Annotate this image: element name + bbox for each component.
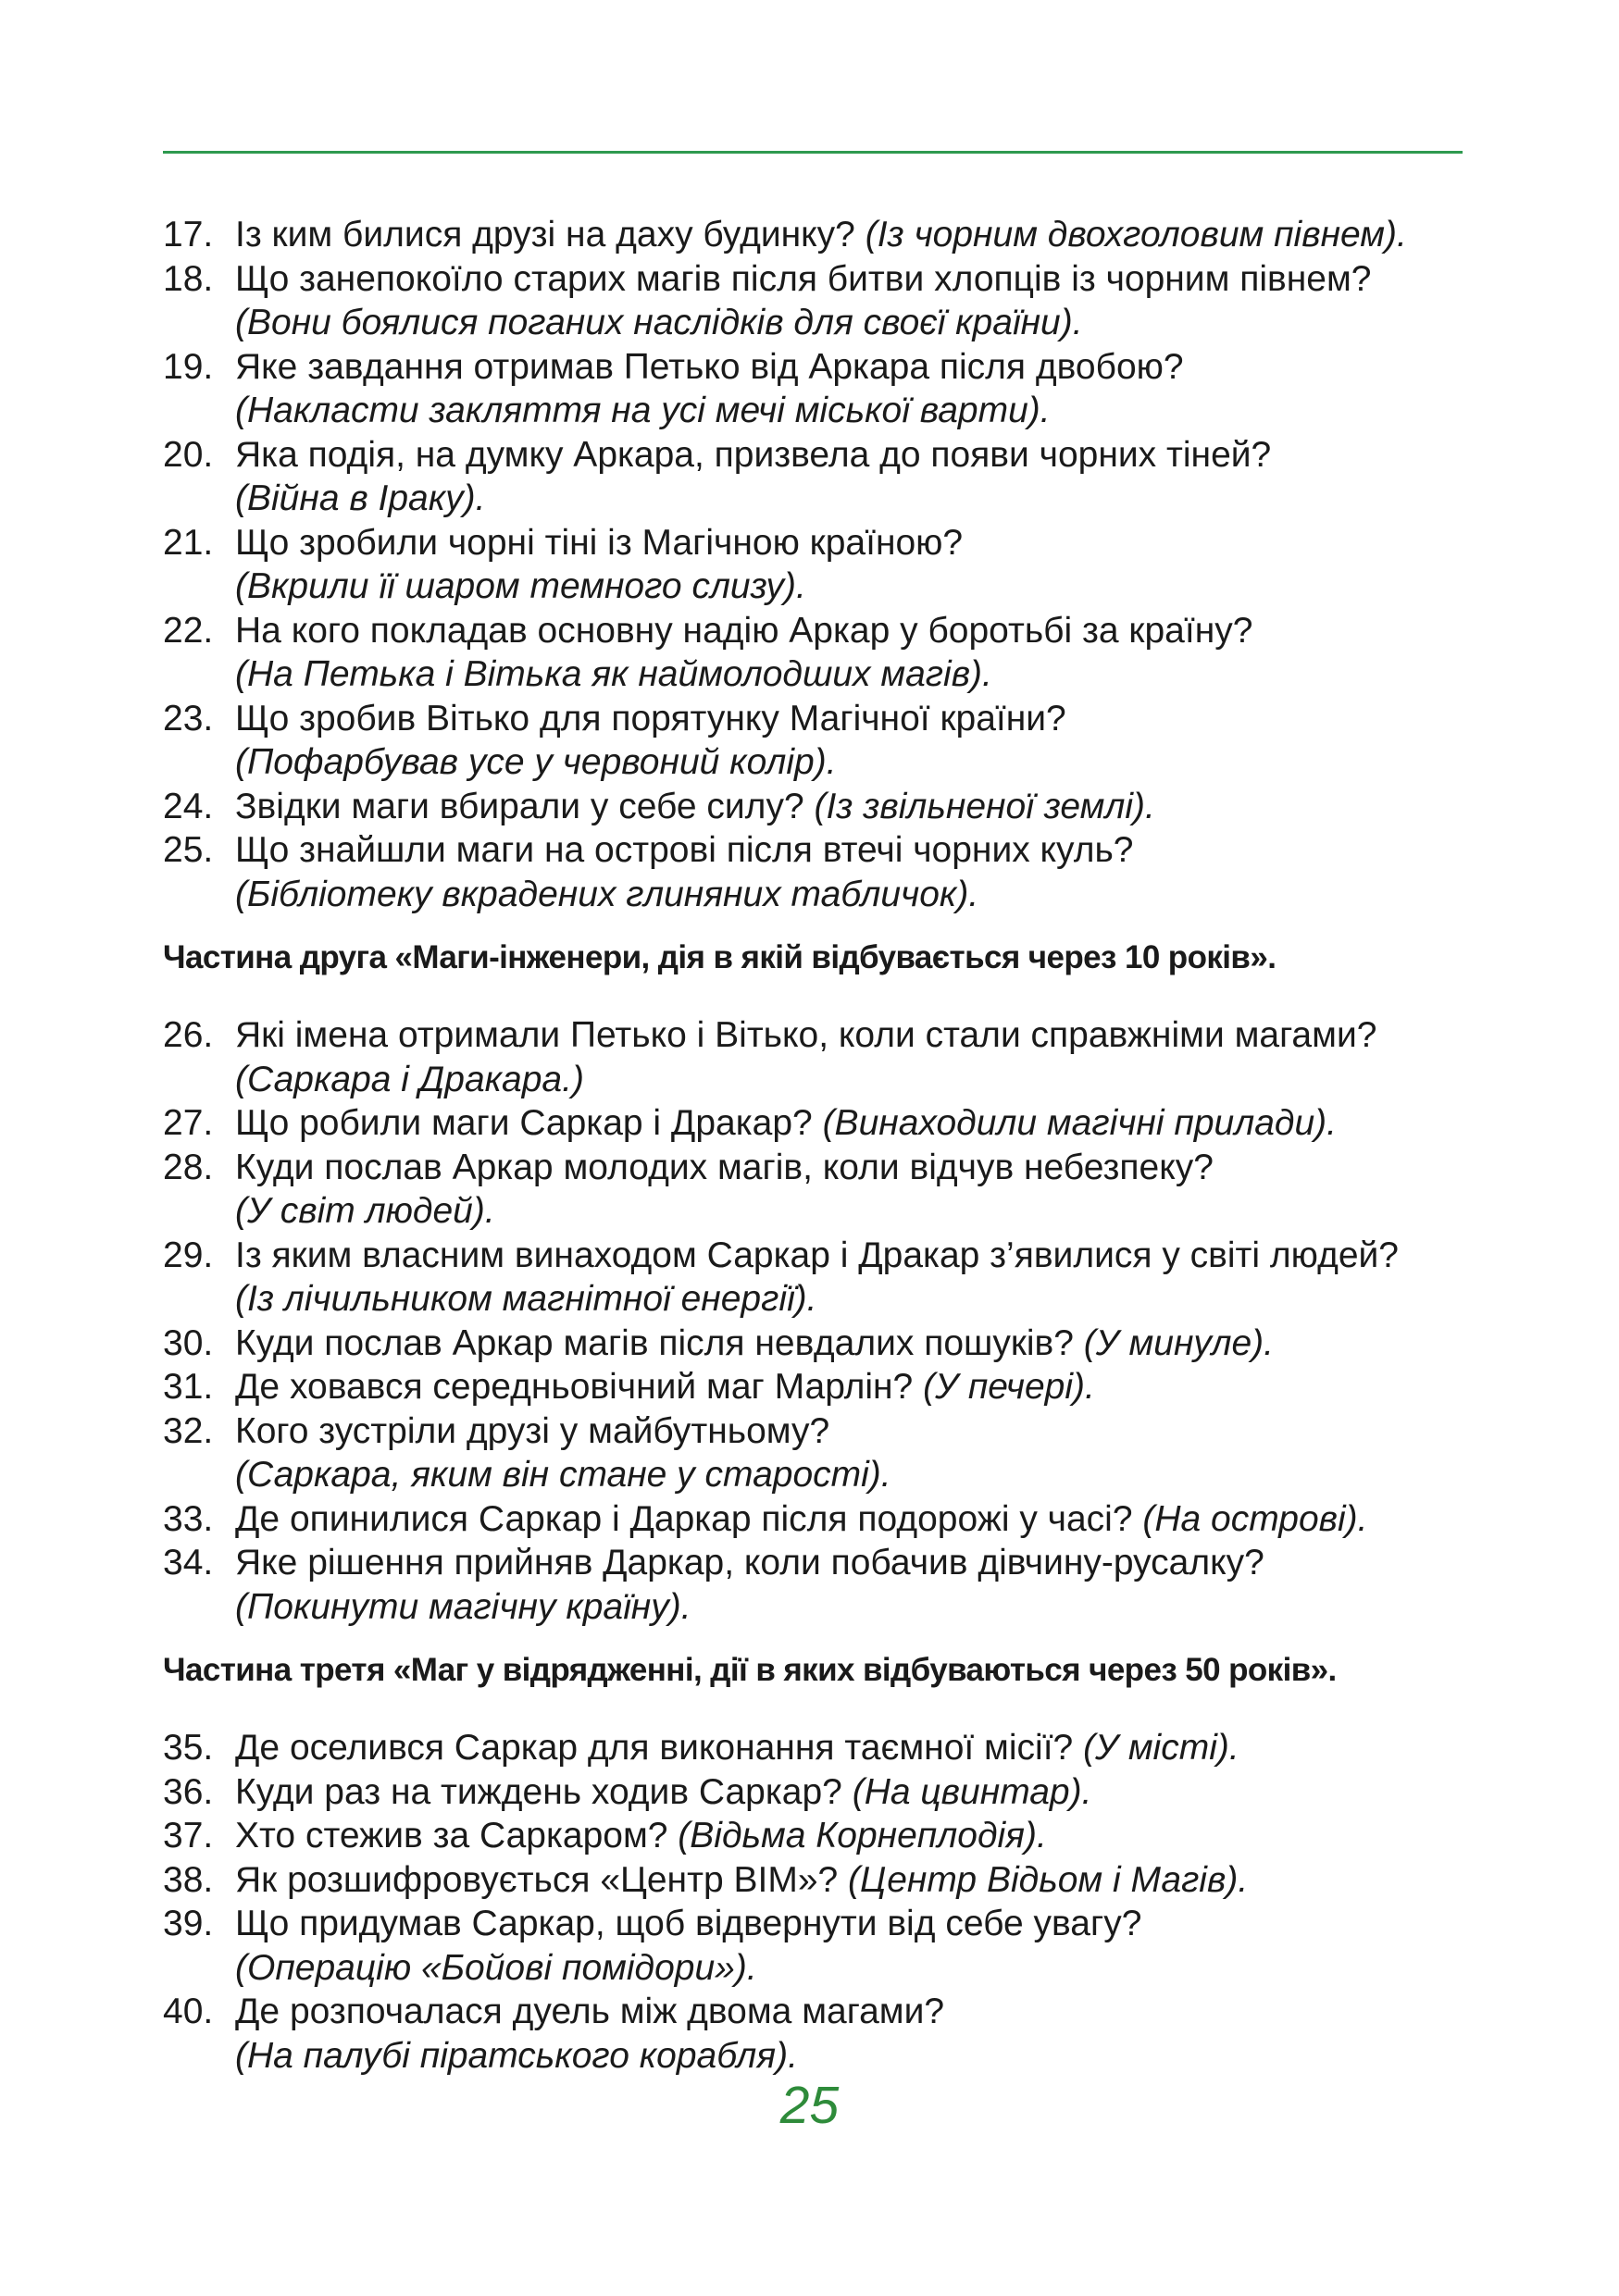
question-line	[235, 477, 1477, 521]
answer-text: (Саркара і Дракара.)	[235, 1059, 584, 1099]
question-line	[235, 521, 1477, 565]
answer-text: (Покинути магічну країну).	[235, 1586, 691, 1627]
question-item	[163, 1101, 1477, 1146]
question-item	[163, 1814, 1477, 1858]
question-text: Де оселився Саркар для виконання таємної місії?	[235, 1728, 1084, 1768]
question-text: Що занепокоїло старих магів після битви хлопців із чорним півнем?	[235, 258, 1372, 299]
answer-text: (Вкрили її шаром темного слизу).	[235, 566, 806, 606]
question-line	[235, 1946, 1477, 1991]
question-item	[163, 213, 1477, 257]
question-number: 24.	[163, 786, 214, 826]
question-line	[235, 1234, 1477, 1278]
question-line	[235, 345, 1477, 390]
answer-text: (Із лічильником магнітної енергії).	[235, 1279, 817, 1319]
question-text: Яке завдання отримав Петько від Аркара після двобою?	[235, 346, 1184, 387]
question-item	[163, 1902, 1477, 1990]
question-line	[235, 1277, 1477, 1322]
question-text: Яке рішення прийняв Даркар, коли побачив дівчину-русалку?	[235, 1543, 1264, 1582]
question-text: На кого покладав основну надію Аркар у боротьбі за країну?	[235, 610, 1253, 651]
question-number: 40.	[163, 1992, 214, 2031]
question-number: 22.	[163, 610, 214, 651]
answer-text: (Винаходили магічні прилади).	[822, 1103, 1337, 1143]
question-line	[235, 1322, 1477, 1366]
question-line	[235, 433, 1477, 478]
question-text: Що знайшли маги на острові після втечі чорних куль?	[235, 830, 1134, 870]
question-line	[235, 1013, 1477, 1058]
question-item	[163, 345, 1477, 433]
question-number: 29.	[163, 1235, 214, 1275]
question-number: 35.	[163, 1728, 214, 1768]
question-line	[235, 565, 1477, 609]
answer-text: (Війна в Іраку).	[235, 478, 486, 518]
question-item	[163, 257, 1477, 345]
question-number: 30.	[163, 1322, 214, 1363]
question-number: 36.	[163, 1771, 214, 1812]
question-line	[235, 652, 1477, 697]
answer-text: (На острові).	[1142, 1498, 1368, 1539]
question-item	[163, 697, 1477, 785]
answer-text: (У світ людей).	[235, 1191, 495, 1231]
question-text: Що зробив Вітько для порятунку Магічної країни?	[235, 698, 1066, 738]
question-text: Звідки маги вбирали у себе силу?	[235, 786, 815, 826]
page-number: 25	[779, 2076, 840, 2135]
question-line	[235, 740, 1477, 785]
answer-text: (Пофарбував усе у червоний колір).	[235, 742, 837, 782]
answer-text: (Центр Відьом і Магів).	[848, 1859, 1249, 1900]
question-text: Куди раз на тиждень ходив Саркар?	[235, 1771, 853, 1812]
question-number: 34.	[163, 1543, 214, 1582]
question-item	[163, 1770, 1477, 1815]
question-number: 27.	[163, 1103, 214, 1143]
question-line	[235, 213, 1477, 257]
question-item	[163, 1234, 1477, 1322]
question-number: 26.	[163, 1015, 214, 1055]
question-item	[163, 1541, 1477, 1629]
question-line	[235, 1902, 1477, 1946]
answer-text: (Відьма Корнеплодія).	[678, 1816, 1047, 1855]
question-number: 23.	[163, 698, 214, 738]
question-item	[163, 433, 1477, 521]
question-text: Що зробили чорні тіні із Магічною країною?	[235, 522, 964, 563]
question-item	[163, 521, 1477, 609]
question-item	[163, 1146, 1477, 1234]
question-text: Куди послав Аркар магів після невдалих пошуків?	[235, 1322, 1084, 1363]
question-line	[235, 1409, 1477, 1454]
top-rule	[163, 151, 1463, 154]
question-line	[235, 389, 1477, 433]
answer-text: (Із звільненої землі).	[814, 786, 1155, 826]
answer-text: (На цвинтар).	[852, 1771, 1092, 1812]
question-line	[235, 1814, 1477, 1858]
question-text: Де опинилися Саркар і Даркар після подорожі у часі?	[235, 1498, 1143, 1539]
question-line	[235, 697, 1477, 741]
question-line	[235, 257, 1477, 302]
question-number: 18.	[163, 258, 214, 299]
question-line	[235, 1453, 1477, 1497]
question-line	[235, 1497, 1477, 1542]
answer-text: (Із чорним двохголовим півнем).	[865, 215, 1407, 254]
question-line	[235, 1585, 1477, 1630]
question-text: Де розпочалася дуель між двома магами?	[235, 1992, 945, 2031]
question-text: Кого зустріли друзі у майбутньому?	[235, 1410, 830, 1451]
answer-text: (Операцію «Бойові помідори»).	[235, 1947, 757, 1988]
question-item	[163, 1497, 1477, 1542]
question-item	[163, 1013, 1477, 1101]
question-number: 28.	[163, 1147, 214, 1187]
question-line	[235, 873, 1477, 917]
question-line	[235, 1189, 1477, 1234]
question-number: 17.	[163, 215, 214, 254]
question-line	[235, 1726, 1477, 1770]
question-line	[235, 609, 1477, 653]
question-number: 20.	[163, 434, 214, 475]
question-line	[235, 1365, 1477, 1409]
question-number: 33.	[163, 1498, 214, 1539]
question-line	[235, 301, 1477, 345]
question-number: 21.	[163, 522, 214, 563]
question-number: 31.	[163, 1367, 214, 1407]
question-text: Які імена отримали Петько і Вітько, коли стали справжніми магами?	[235, 1015, 1377, 1055]
question-item	[163, 1322, 1477, 1366]
question-item	[163, 1990, 1477, 2078]
question-line	[235, 785, 1477, 829]
answer-text: (У минуле).	[1083, 1322, 1275, 1363]
question-item	[163, 1409, 1477, 1497]
question-line	[235, 1770, 1477, 1815]
question-item	[163, 785, 1477, 829]
question-number: 37.	[163, 1816, 214, 1855]
question-line	[235, 1101, 1477, 1146]
answer-text: (На Петька і Вітька як наймолодших магів).	[235, 654, 992, 694]
question-item	[163, 1726, 1477, 1770]
question-number: 38.	[163, 1859, 214, 1900]
question-line	[235, 1058, 1477, 1102]
question-text: Що робили маги Саркар і Дракар?	[235, 1103, 823, 1143]
question-list	[163, 213, 1477, 2078]
section-heading: Частина третя «Маг у відрядженні, дії в яких відбуваються через 50 років».	[163, 1652, 1337, 1688]
question-item	[163, 828, 1477, 916]
answer-text: (У печері).	[923, 1367, 1095, 1407]
question-number: 39.	[163, 1904, 214, 1943]
answer-text: (Саркара, яким він стане у старості).	[235, 1455, 891, 1495]
question-text: Із ким билися друзі на даху будинку?	[235, 215, 866, 254]
answer-text: (Вони боялися поганих наслідків для своєї країни).	[235, 303, 1083, 342]
question-line	[235, 1990, 1477, 2034]
question-item	[163, 1365, 1477, 1409]
answer-text: (У місті).	[1083, 1728, 1239, 1768]
question-text: Хто стежив за Саркаром?	[235, 1816, 679, 1855]
answer-text: (Накласти закляття на усі мечі міської варти).	[235, 391, 1051, 430]
question-item	[163, 1858, 1477, 1903]
question-line	[235, 1146, 1477, 1190]
question-text: Яка подія, на думку Аркара, призвела до появи чорних тіней?	[235, 434, 1272, 475]
question-line	[235, 2034, 1477, 2079]
question-number: 25.	[163, 830, 214, 870]
question-line	[235, 1858, 1477, 1903]
question-text: Де ховався середньовічний маг Марлін?	[235, 1367, 924, 1407]
question-number: 19.	[163, 346, 214, 387]
section-heading: Частина друга «Маги-інженери, дія в якій відбувається через 10 років».	[163, 939, 1277, 975]
question-number: 32.	[163, 1410, 214, 1451]
question-text: Куди послав Аркар молодих магів, коли відчув небезпеку?	[235, 1147, 1214, 1187]
answer-text: (На палубі піратського корабля).	[235, 2035, 798, 2076]
question-line	[235, 1541, 1477, 1585]
question-line	[235, 828, 1477, 873]
question-text: Що придумав Саркар, щоб відвернути від себе увагу?	[235, 1904, 1142, 1943]
question-item	[163, 609, 1477, 697]
question-text: Як розшифровується «Центр ВІМ»?	[235, 1859, 849, 1900]
answer-text: (Бібліотеку вкрадених глиняних табличок).	[235, 874, 979, 914]
question-text: Із яким власним винаходом Саркар і Дракар з’явилися у світі людей?	[235, 1235, 1399, 1275]
